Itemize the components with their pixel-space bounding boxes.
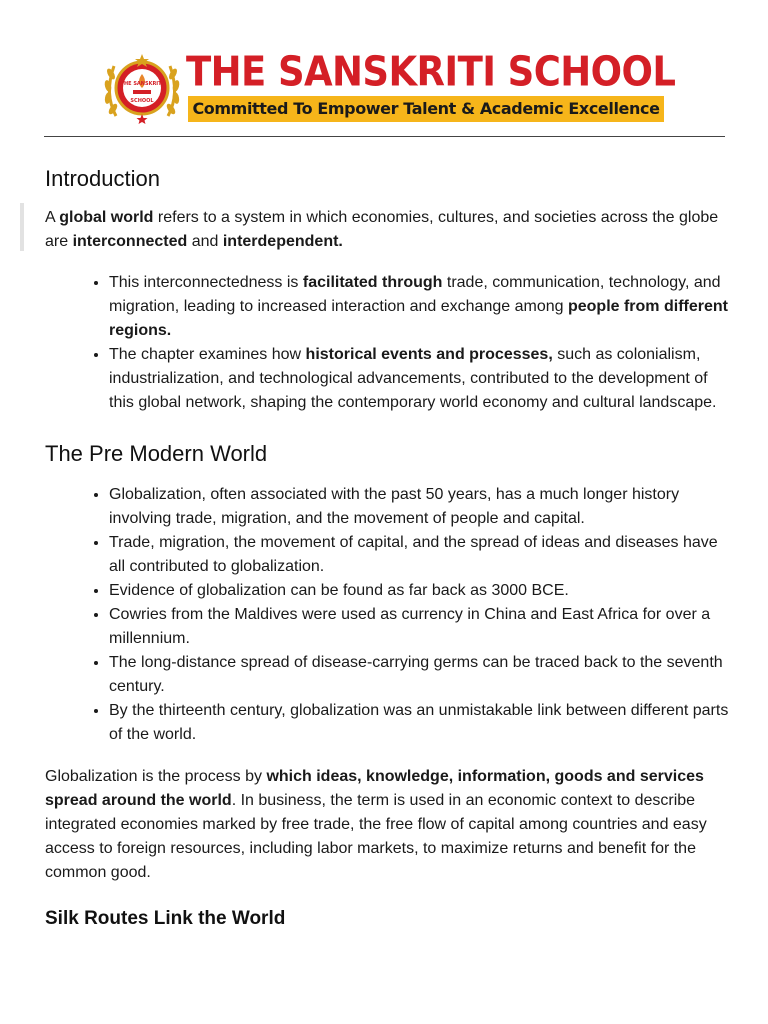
list-item: • The chapter examines how historical events and processes, such as colonialism, industrialization, and technological advancements, contributed to the development of this global network, shaping the contemporary world economy and cultural landscape. <box>109 343 735 415</box>
intro-bullet-list <box>45 271 735 415</box>
school-header <box>100 46 700 126</box>
list-item: • Trade, migration, the movement of capital, and the spread of ideas and diseases have all contributed to globalization. <box>109 531 735 579</box>
list-item: • The long-distance spread of disease-carrying germs can be traced back to the seventh century. <box>109 651 735 699</box>
list-item: • Cowries from the Maldives were used as currency in China and East Africa for over a millennium. <box>109 603 735 651</box>
globalization-paragraph: Globalization is the process by which ideas, knowledge, information, goods and services spread around the world. In business, the term is used in an economic context to describe integrated economies marked by free trade, the free flow of capital among countries and easy access to foreign resources, including labor markets, to maximize returns and benefit for the common good. <box>45 768 707 881</box>
list-item: • Globalization, often associated with the past 50 years, has a much longer history involving trade, migration, and the movement of people and capital. <box>109 483 735 531</box>
heading-introduction: Introduction <box>45 166 160 191</box>
school-name: THE SANSKRITI SCHOOL <box>186 48 676 96</box>
school-crest-logo <box>102 50 182 126</box>
margin-marker <box>20 203 24 251</box>
heading-silk-routes: Silk Routes Link the World <box>45 908 286 929</box>
document-body <box>45 160 735 933</box>
premodern-bullet-list <box>45 483 735 747</box>
header-divider <box>44 136 725 137</box>
svg-text:SCHOOL: SCHOOL <box>130 98 154 104</box>
svg-text:THE SANSKRITI: THE SANSKRITI <box>120 81 164 87</box>
list-item: • Evidence of globalization can be found as far back as 3000 BCE. <box>109 579 735 603</box>
intro-paragraph: A global world refers to a system in which economies, cultures, and societies across the globe are interconnected and interdependent. <box>45 209 719 250</box>
school-tagline: Committed To Empower Talent & Academic Excellence <box>188 96 664 122</box>
list-item: • By the thirteenth century, globalization was an unmistakable link between different parts of the world. <box>109 699 735 747</box>
heading-pre-modern-world: The Pre Modern World <box>45 441 268 466</box>
list-item: • This interconnectedness is facilitated through trade, communication, technology, and migration, leading to increased interaction and exchange among people from different regions. <box>109 271 735 343</box>
